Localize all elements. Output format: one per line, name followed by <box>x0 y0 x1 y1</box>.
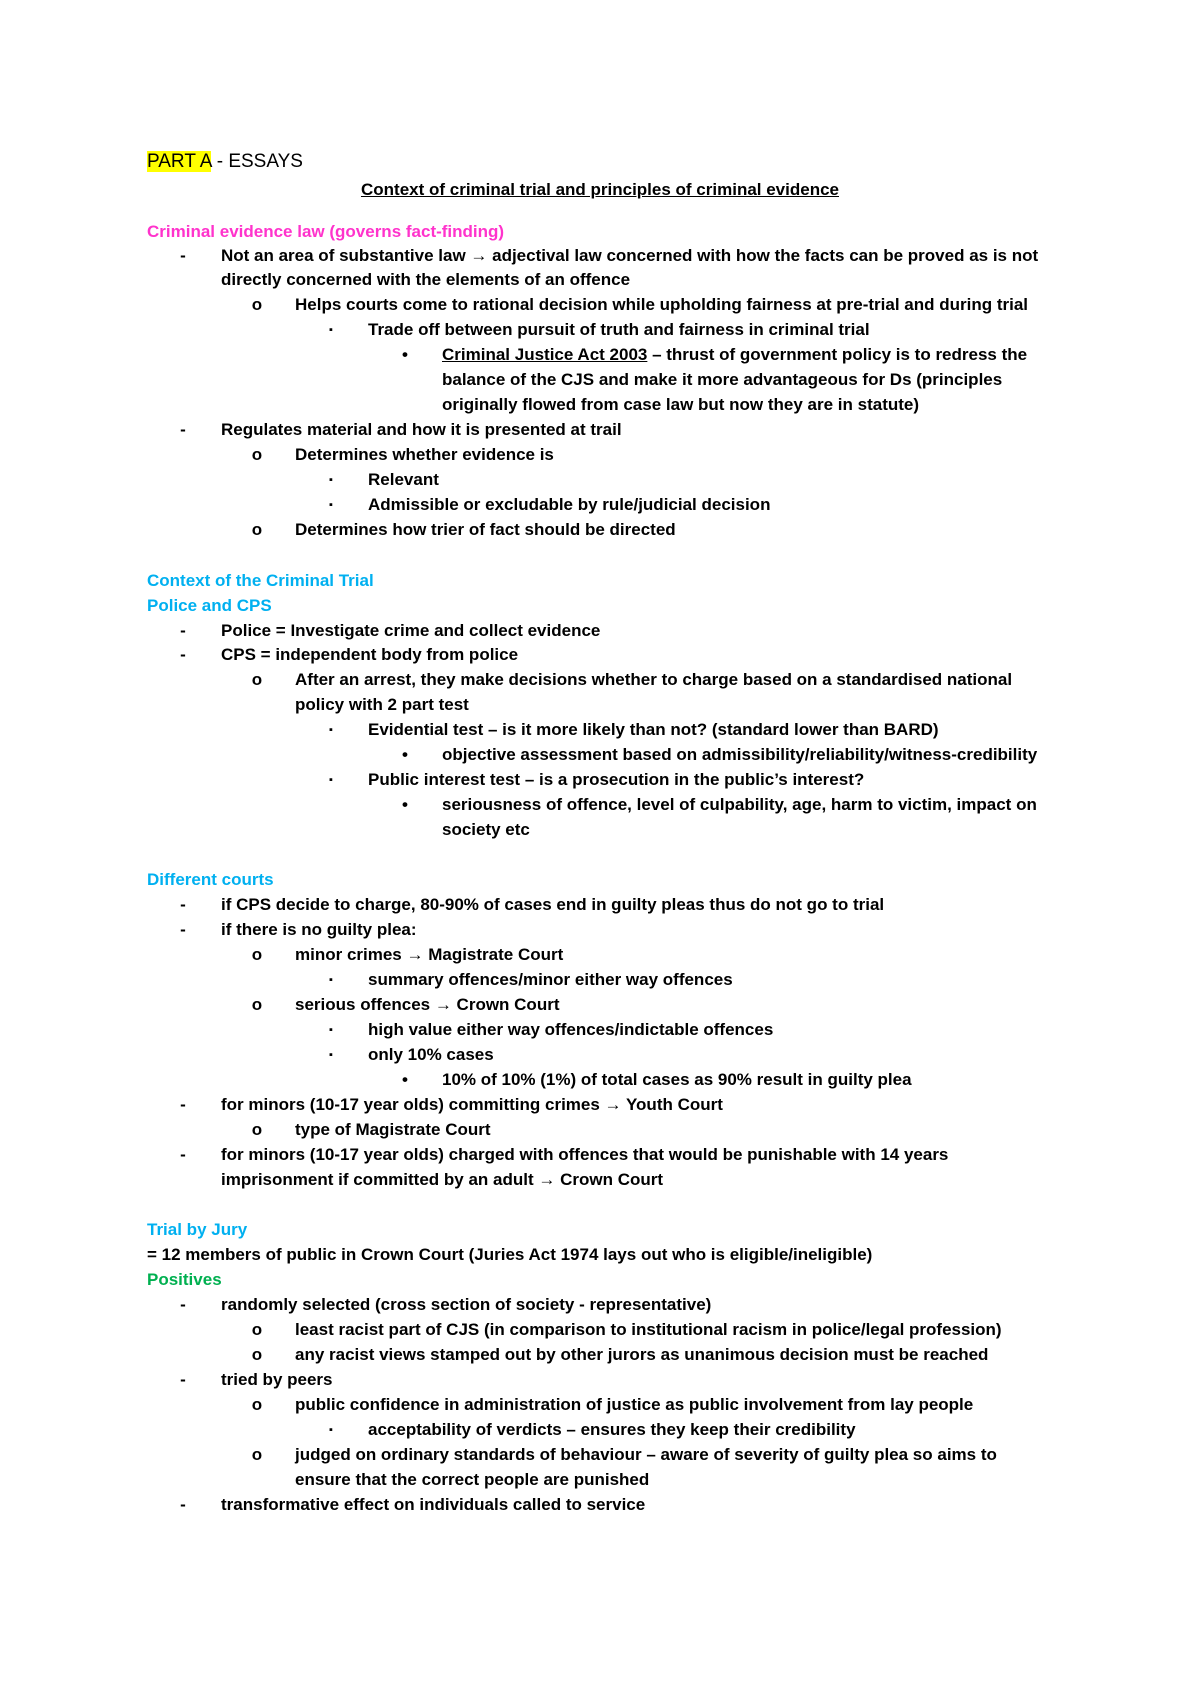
list-item: summary offences/minor either way offences <box>368 970 733 989</box>
list-marker: - <box>180 1295 186 1314</box>
list-marker: - <box>180 420 186 439</box>
section-heading: Context of the Criminal Trial <box>147 571 374 590</box>
list-item: originally flowed from case law but now they are in statute) <box>442 395 920 414</box>
list-item: public confidence in administration of justice as public involvement from lay people <box>295 1395 974 1414</box>
list-item: policy with 2 part test <box>295 695 469 714</box>
list-marker: • <box>402 795 408 814</box>
list-item: if there is no guilty plea: <box>221 920 417 939</box>
list-item: Admissible or excludable by rule/judicial decision <box>368 495 771 514</box>
list-marker: - <box>180 1495 186 1514</box>
list-item: Helps courts come to rational decision while upholding fairness at pre-trial and during trial <box>295 295 1029 314</box>
list-marker: • <box>402 1070 408 1089</box>
statute-reference: Criminal Justice Act 2003 <box>442 345 648 364</box>
list-marker: ▪ <box>329 474 333 486</box>
list-item: least racist part of CJS (in comparison to institutional racism in police/legal profession) <box>295 1320 1002 1339</box>
list-item: minor crimes → Magistrate Court <box>295 945 564 964</box>
list-item: type of Magistrate Court <box>295 1120 491 1139</box>
list-item: CPS = independent body from police <box>221 645 519 664</box>
list-item: Determines how trier of fact should be directed <box>295 520 676 539</box>
list-marker: o <box>251 1395 263 1414</box>
list-item: Determines whether evidence is <box>295 445 554 464</box>
list-marker: ▪ <box>329 774 333 786</box>
section-heading: Police and CPS <box>147 596 272 615</box>
list-marker: o <box>251 1320 263 1339</box>
list-item: Police = Investigate crime and collect evidence <box>221 621 601 640</box>
list-item: transformative effect on individuals called to service <box>221 1495 646 1514</box>
list-item: tried by peers <box>221 1370 333 1389</box>
list-marker: o <box>251 670 263 689</box>
list-item: randomly selected (cross section of society - representative) <box>221 1295 712 1314</box>
list-marker: ▪ <box>329 1024 333 1036</box>
list-marker: • <box>402 345 408 364</box>
list-item: serious offences → Crown Court <box>295 995 560 1014</box>
list-item: Public interest test – is a prosecution in the public’s interest? <box>368 770 865 789</box>
list-item: for minors (10-17 year olds) committing crimes → Youth Court <box>221 1095 723 1114</box>
list-item: ensure that the correct people are punished <box>295 1470 650 1489</box>
list-marker: ▪ <box>329 1049 333 1061</box>
section-heading: Different courts <box>147 870 274 889</box>
list-marker: ▪ <box>329 724 333 736</box>
list-item: imprisonment if committed by an adult → Crown Court <box>221 1170 664 1189</box>
list-item: if CPS decide to charge, 80-90% of cases end in guilty pleas thus do not go to trial <box>221 895 885 914</box>
list-marker: ▪ <box>329 1424 333 1436</box>
list-item: only 10% cases <box>368 1045 494 1064</box>
document-subtitle: Context of criminal trial and principles of criminal evidence <box>360 180 839 199</box>
list-item: high value either way offences/indictable offences <box>368 1020 774 1039</box>
list-item: Not an area of substantive law → adjectival law concerned with how the facts can be proved as is not <box>221 246 1039 265</box>
list-marker: o <box>251 295 263 314</box>
list-marker: o <box>251 1120 263 1139</box>
list-marker: ▪ <box>329 324 333 336</box>
list-marker: o <box>251 995 263 1014</box>
list-item: acceptability of verdicts – ensures they keep their credibility <box>368 1420 856 1439</box>
list-item: 10% of 10% (1%) of total cases as 90% result in guilty plea <box>442 1070 912 1089</box>
list-marker: - <box>180 1370 186 1389</box>
list-item: directly concerned with the elements of an offence <box>221 270 631 289</box>
list-item: Relevant <box>368 470 439 489</box>
list-marker: o <box>251 945 263 964</box>
list-item: Regulates material and how it is presented at trail <box>221 420 622 439</box>
section-heading: Positives <box>147 1270 222 1289</box>
list-marker: - <box>180 621 186 640</box>
list-item: balance of the CJS and make it more advantageous for Ds (principles <box>442 370 1003 389</box>
list-item: seriousness of offence, level of culpability, age, harm to victim, impact on <box>442 795 1037 814</box>
list-item: objective assessment based on admissibility/reliability/witness-credibility <box>442 745 1038 764</box>
list-marker: - <box>180 920 186 939</box>
list-marker: - <box>180 1095 186 1114</box>
list-item: any racist views stamped out by other jurors as unanimous decision must be reached <box>295 1345 989 1364</box>
section-heading: Criminal evidence law (governs fact-finding) <box>147 222 505 241</box>
list-item: society etc <box>442 820 530 839</box>
list-marker: - <box>180 645 186 664</box>
list-marker: ▪ <box>329 974 333 986</box>
list-item: Evidential test – is it more likely than not? (standard lower than BARD) <box>368 720 939 739</box>
list-marker: o <box>251 520 263 539</box>
part-heading-rest: - ESSAYS <box>211 151 303 172</box>
list-marker: o <box>251 1445 263 1464</box>
list-marker: - <box>180 895 186 914</box>
list-item: After an arrest, they make decisions whether to charge based on a standardised national <box>295 670 1013 689</box>
part-heading-highlight: PART A <box>147 151 212 172</box>
list-marker: • <box>402 745 408 764</box>
part-heading <box>147 150 303 174</box>
list-item: for minors (10-17 year olds) charged with offences that would be punishable with 14 years <box>221 1145 949 1164</box>
list-marker: ▪ <box>329 499 333 511</box>
list-marker: - <box>180 1145 186 1164</box>
list-marker: o <box>251 1345 263 1364</box>
list-item: Trade off between pursuit of truth and fairness in criminal trial <box>368 320 870 339</box>
list-marker: o <box>251 445 263 464</box>
list-item: Criminal Justice Act 2003 – thrust of government policy is to redress the <box>442 345 1028 364</box>
section-heading: Trial by Jury <box>147 1220 248 1239</box>
list-item: = 12 members of public in Crown Court (Juries Act 1974 lays out who is eligible/ineligible) <box>147 1245 873 1264</box>
list-marker: - <box>180 246 186 265</box>
list-item: judged on ordinary standards of behaviour – aware of severity of guilty plea so aims to <box>295 1445 997 1464</box>
